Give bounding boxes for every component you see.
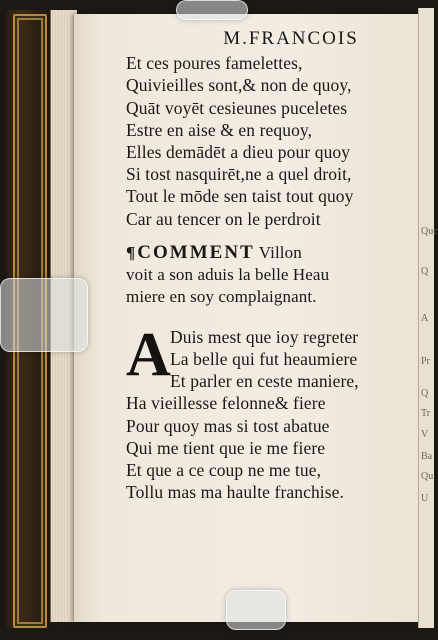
section-heading — [126, 242, 416, 308]
facing-fragment: Q — [421, 266, 429, 277]
heading-text: miere en soy complaignant. — [126, 286, 317, 306]
verse-line: Et ces poures famelettes, — [126, 53, 303, 74]
verse-line: Duis mest que ioy regreter — [170, 326, 359, 347]
heading-text: Villon — [258, 242, 302, 262]
facing-fragment: Pr — [421, 356, 430, 367]
verse-line: La belle qui fut heaumiere — [170, 349, 358, 370]
facing-fragment: A — [421, 313, 429, 324]
stanza-2 — [126, 320, 416, 504]
facing-fragment: Qu — [421, 471, 434, 482]
plexiglass-clip-top — [176, 0, 248, 20]
stanza-1 — [126, 52, 416, 230]
heading-text: voit a son aduis la belle Heau — [126, 264, 330, 284]
verse-line: Car au tencer on le perdroit — [126, 208, 321, 229]
plexiglass-clip-bottom — [226, 590, 286, 630]
verse-line: Si tost nasquirēt,ne a quel droit, — [126, 164, 352, 185]
verse-line: Quāt voyēt cesieunes puceletes — [126, 97, 348, 118]
facing-fragment: U — [421, 493, 429, 504]
verse-line: Quivieilles sont,& non de quoy, — [126, 75, 352, 96]
verse-line: Elles demādēt a dieu pour quoy — [126, 142, 351, 163]
pilcrow-mark: ¶ — [126, 242, 136, 262]
facing-fragment: Quc — [421, 226, 438, 237]
verse-line: Tout le mōde sen taist tout quoy — [126, 186, 354, 207]
verse-line: Et que a ce coup ne me tue, — [126, 460, 322, 481]
running-head: M.FRANCOIS — [223, 28, 359, 49]
verse-line: Pour quoy mas si tost abatue — [126, 415, 330, 436]
verse-line: Ha vieillesse felonne& fiere — [126, 393, 326, 414]
verse-line: Qui me tient que ie me fiere — [126, 437, 326, 458]
facing-fragment: V — [421, 429, 429, 440]
facing-fragment: Q — [421, 388, 429, 399]
verse-line: Tollu mas ma haulte franchise. — [126, 482, 345, 503]
facing-fragment: Tr — [421, 408, 431, 419]
plexiglass-clip-left — [0, 278, 88, 352]
page-text — [126, 28, 416, 503]
facing-fragment: Ba — [421, 451, 433, 462]
verse-line: Et parler en ceste maniere, — [170, 371, 359, 392]
drop-cap: A — [126, 320, 171, 389]
verse-line: Estre en aise & en requoy, — [126, 119, 313, 140]
facing-page-edge — [418, 8, 438, 628]
heading-lead: COMMENT — [137, 241, 255, 263]
